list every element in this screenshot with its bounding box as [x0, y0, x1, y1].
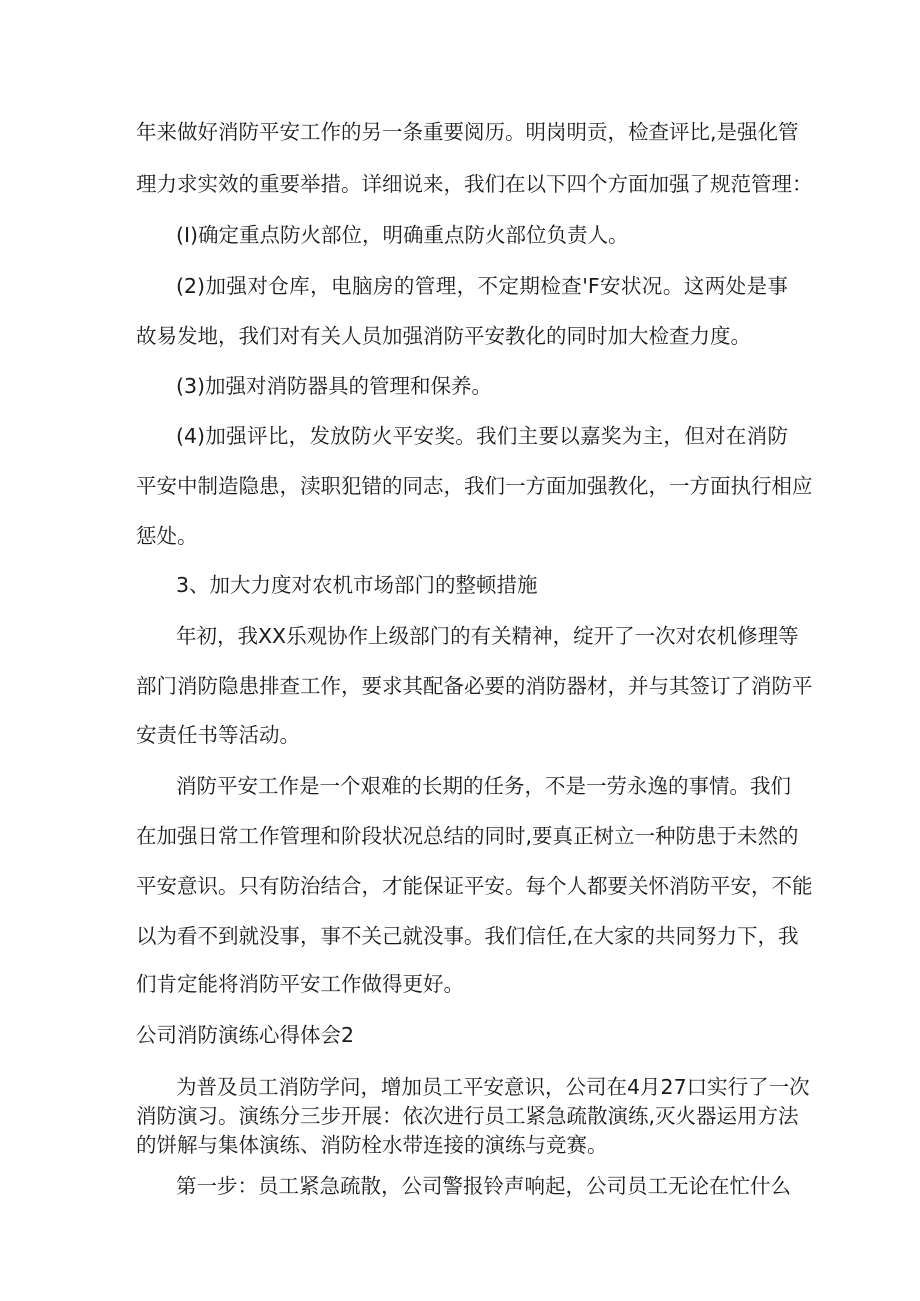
text-line: 以为看不到就没事，事不关己就没事。我们信任,在大家的共同努力下，我 — [136, 924, 799, 948]
text-line: 故易发地，我们对有关人员加强消防平安教化的同时加大检查力度。 — [136, 324, 751, 348]
text-line: 在加强日常工作管理和阶段状况总结的同时,要真正树立一种防患于未然的 — [136, 824, 799, 848]
list-item: (I)确定重点防火部位，明确重点防火部位负责人。 — [176, 223, 629, 247]
text-line: 消防平安工作是一个艰难的长期的任务，不是一劳永逸的事情。我们 — [176, 774, 791, 798]
text-line: 安责任书等活动。 — [136, 723, 300, 747]
text-line: 平安意识。只有防治结合，才能保证平安。每个人都要关怀消防平安，不能 — [136, 874, 813, 898]
section-title: 公司消防演练心得体会2 — [136, 1023, 355, 1047]
text-line: 年初，我XX乐观协作上级部门的有关精神，绽开了一次对农机修理等 — [176, 624, 799, 648]
list-item: (2)加强对仓库，电脑房的管理，不定期检查'F安状况。这两处是事 — [176, 274, 788, 298]
list-item: (4)加强评比，发放防火平安奖。我们主要以嘉奖为主，但对在消防 — [176, 424, 788, 448]
section-heading: 3、加大力度对农机市场部门的整顿措施 — [176, 573, 538, 597]
text-line: 第一步：员工紧急疏散，公司警报铃声响起，公司员工无论在忙什么 — [176, 1174, 791, 1198]
text-line: 为普及员工消防学问，增加员工平安意识，公司在4月27口实行了一次 — [176, 1075, 810, 1099]
text-line: 理力求实效的重要举措。详细说来，我们在以下四个方面加强了规范管理： — [136, 172, 813, 196]
text-line: 部门消防隐患排查工作，要求其配备必要的消防器材，并与其签订了消防平 — [136, 674, 813, 698]
text-line: 的饼解与集体演练、消防栓水带连接的演练与竞赛。 — [136, 1133, 608, 1157]
text-line: 们肯定能将消防平安工作做得更好。 — [136, 972, 464, 996]
list-item: (3)加强对消防器具的管理和保养。 — [176, 374, 493, 398]
text-line: 惩处。 — [136, 524, 198, 548]
text-line: 平安中制造隐患，渎职犯错的同志，我们一方面加强教化，一方面执行相应 — [136, 474, 813, 498]
text-line: 消防演习。演练分三步开展：依次进行员工紧急疏散演练,灭火器运用方法 — [136, 1104, 799, 1128]
text-line: 年来做好消防平安工作的另一条重要阅历。明岗明贡，检查评比,是强化管 — [136, 120, 799, 144]
